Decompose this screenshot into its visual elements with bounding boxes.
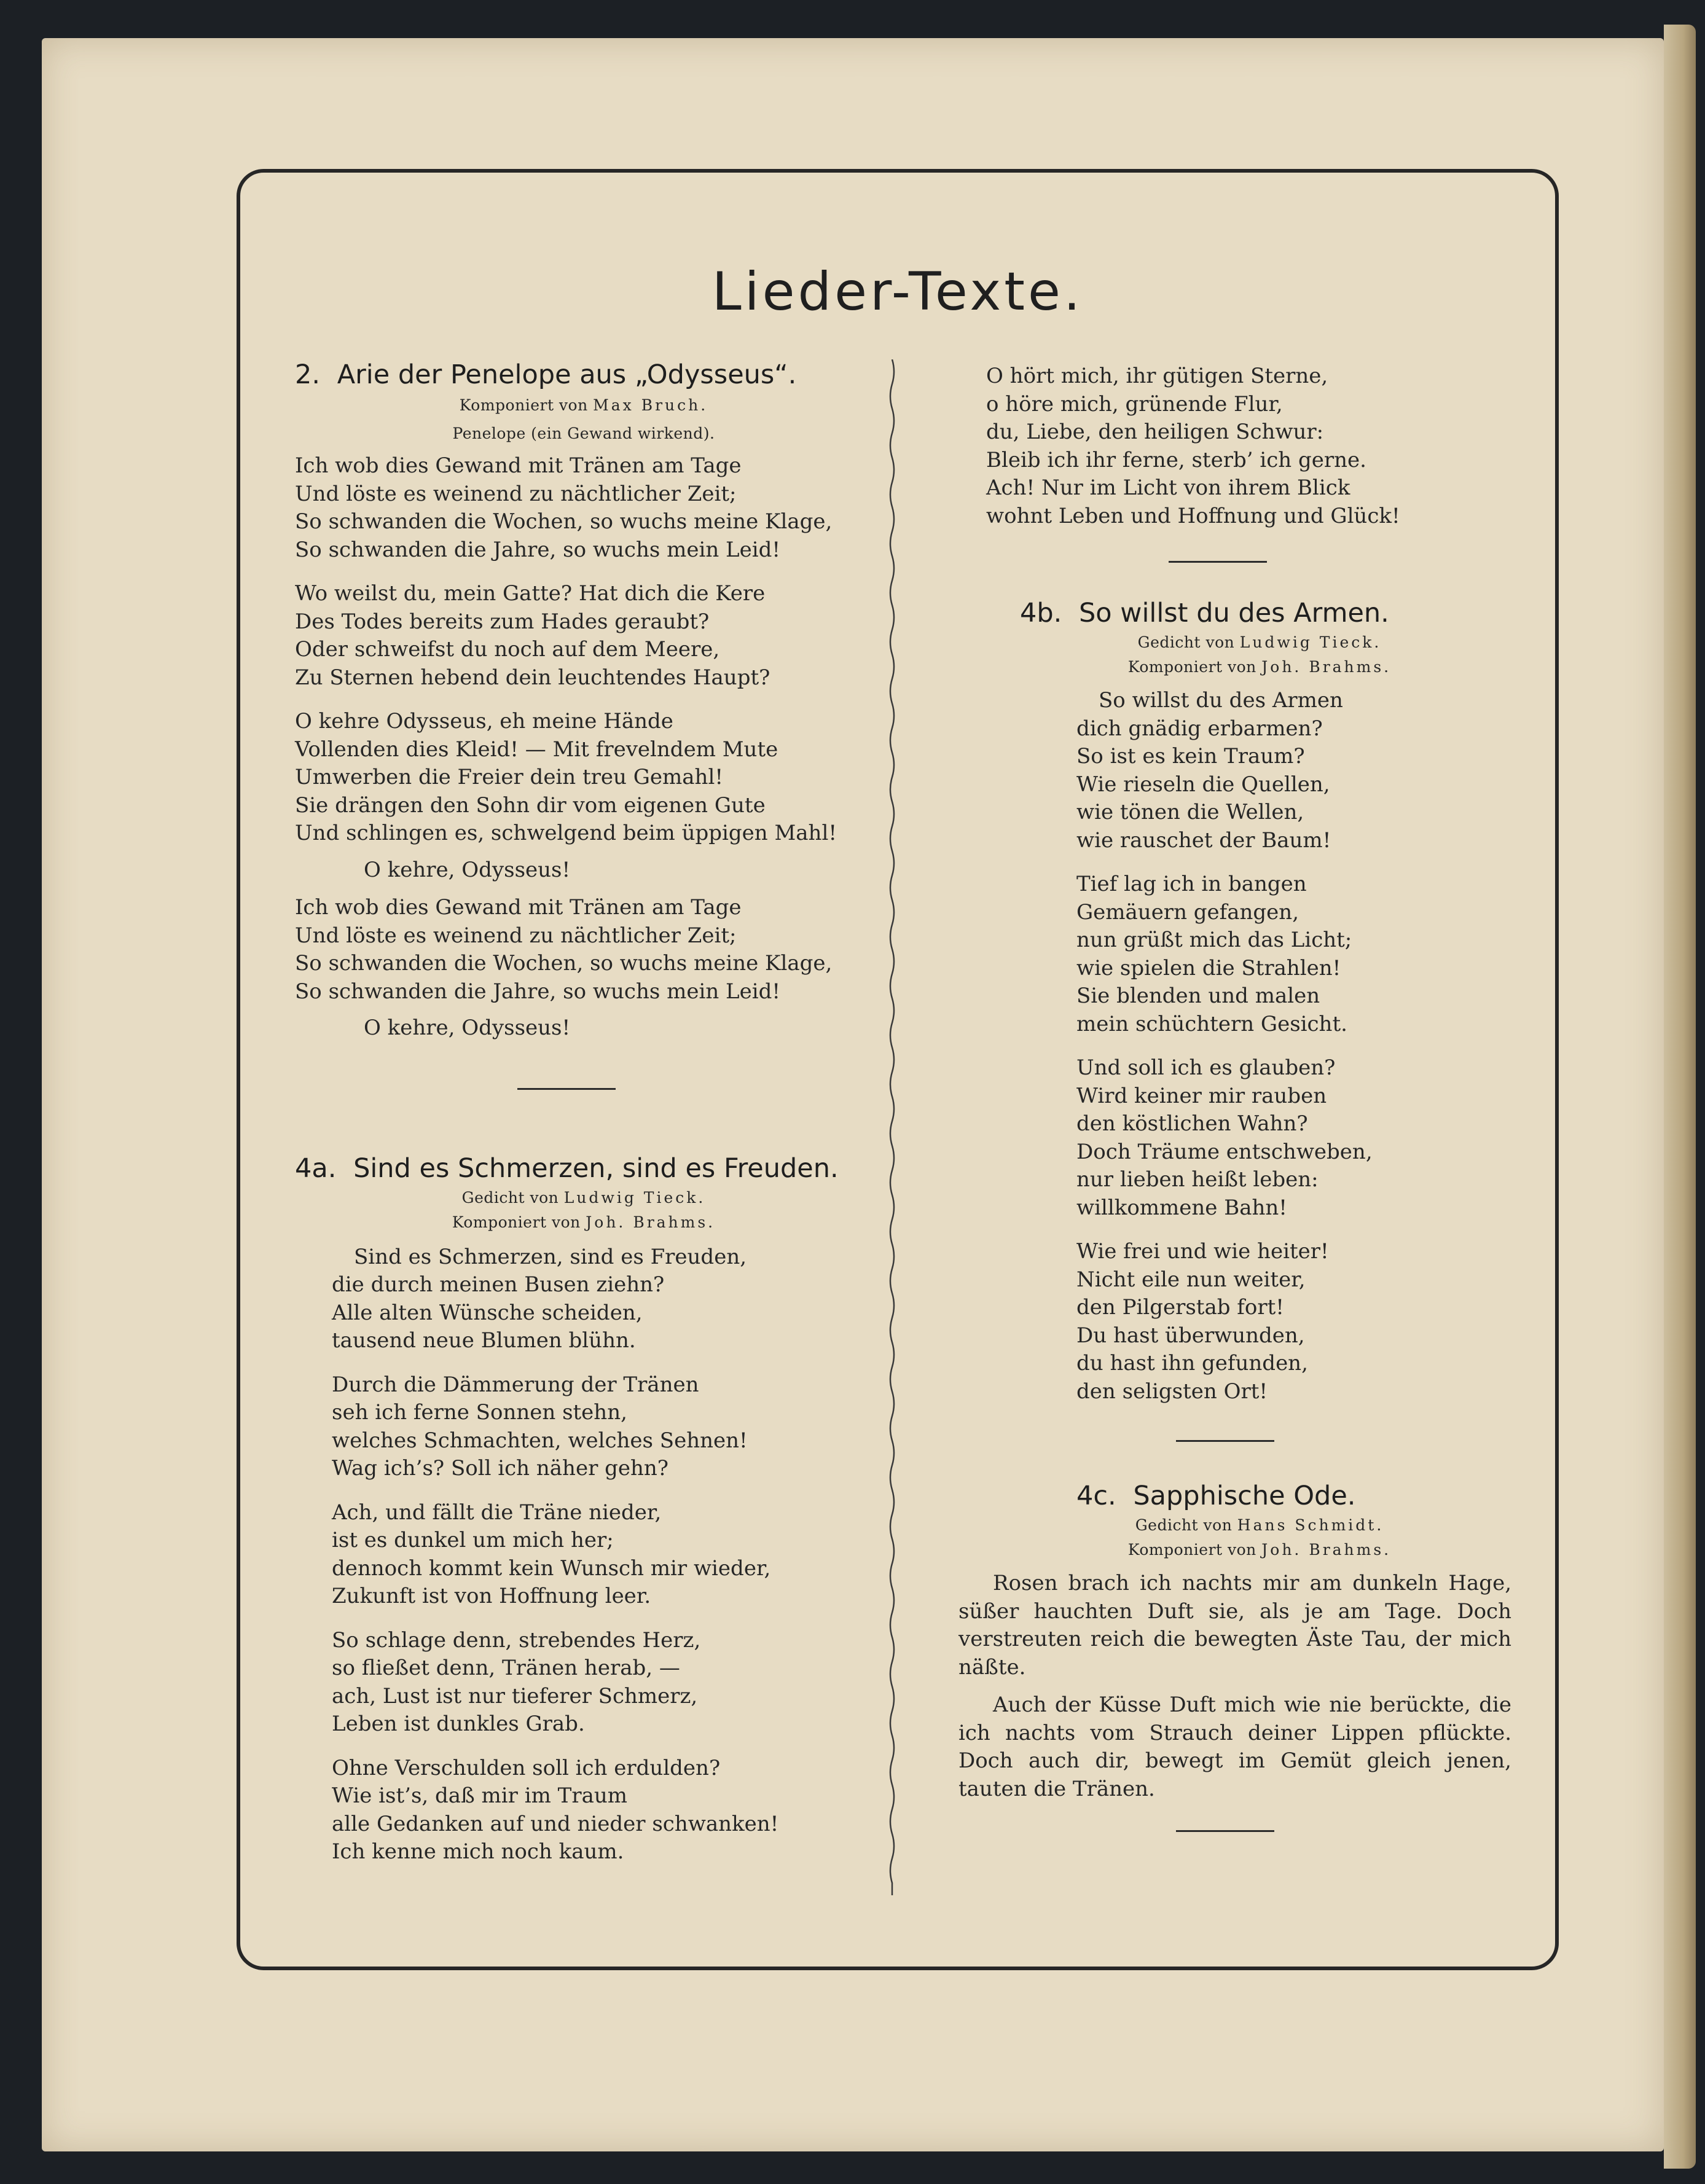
song-4b-stanza-3: Und soll ich es glauben? Wird keiner mir rauben den köstlichen Wahn? Doch Träume entschweben, nur lieben heißt leben: willkommene Bahn! [1076,1055,1373,1220]
song-4c-number: 4c. [1076,1481,1116,1511]
section-rule [1176,1440,1274,1442]
song-4a-title: Sind es Schmerzen, sind es Freuden. [353,1153,839,1184]
song-4c-poet-credit [958,1513,1511,1538]
song-4b [958,596,1511,1406]
song-4c [958,1479,1511,1803]
song-2-stanza-5: O hört mich, ihr gütigen Sterne, o höre mich, grünende Flur, du, Liebe, den heiligen Schwur: Bleib ich ihr ferne, sterb’ ich gerne. Ach! Nur im Licht von ihrem Blick wohnt Leben und Hoffnung und Glück! [986,364,1400,528]
song-4b-heading [958,596,1511,630]
song-2-stanza-4: Ich wob dies Gewand mit Tränen am Tage Und löste es weinend zu nächtlicher Zeit; So schwanden die Wochen, so wuchs meine Klage, So schwanden die Jahre, so wuchs mein Leid! [295,895,833,1004]
composer-name: Joh. Brahms. [1261,658,1392,676]
song-2 [295,358,872,1043]
left-column [295,358,872,1866]
song-4b-stanza-4: Wie frei und wie heiter! Nicht eile nun weiter, den Pilgerstab fort! Du hast überwunden, du hast ihn gefunden, den seligsten Ort! [1076,1239,1329,1404]
credit-prefix: Komponiert von [1127,658,1256,676]
credit-prefix: Gedicht von [1137,633,1235,651]
song-2-refrain-2: O kehre, Odysseus! [364,1016,571,1040]
song-4c-heading [958,1479,1511,1513]
song-4a-stanza-4: So schlage denn, strebendes Herz, so fließet denn, Tränen herab, — ach, Lust ist nur tieferer Schmerz, Leben ist dunkles Grab. [332,1627,701,1736]
section-rule [517,1088,616,1090]
song-4a-stanza-2: Durch die Dämmerung der Tränen seh ich ferne Sonnen stehn, welches Schmachten, welches Sehnen! Wag ich’s? Soll ich näher gehn? [332,1372,748,1481]
page-title: Lieder-Texte. [711,261,1084,323]
song-4c-paragraph-2: Auch der Küsse Duft mich wie nie berückte, die ich nachts vom Strauch deiner Lippen pflückte. Doch auch dir, bewegt im Gemüt gleich jenen, tauten die Tränen. [958,1693,1511,1801]
section-rule [1169,561,1267,563]
credit-prefix: Komponiert von [452,1213,581,1231]
song-4a-poet-credit [295,1186,872,1210]
composer-name: Joh. Brahms. [1261,1541,1392,1559]
column-divider [888,359,896,1895]
poet-name: Ludwig Tieck. [563,1188,706,1207]
song-4b-poet-credit [958,630,1511,655]
song-4a-heading [295,1151,872,1186]
song-2-stanza-3: O kehre Odysseus, eh meine Hände Vollenden dies Kleid! — Mit frevelndem Mute Umwerben die Freier dein treu Gemahl! Sie drängen den Sohn dir vom eigenen Gute Und schlingen es, schwelgend beim üppigen Mahl! [295,709,837,845]
right-column [958,358,1511,1832]
credit-prefix: Gedicht von [461,1188,559,1207]
binding-edge [1664,25,1696,2169]
song-4b-stanza-1: So willst du des Armen dich gnädig erbarmen? So ist es kein Traum? Wie rieseln die Quellen, wie tönen die Wellen, wie rauschet der Baum! [1076,688,1343,853]
song-4b-stanza-2: Tief lag ich in bangen Gemäuern gefangen, nun grüßt mich das Licht; wie spielen die Strahlen! Sie blenden und malen mein schüchtern Gesicht. [1076,872,1352,1036]
credit-prefix: Gedicht von [1135,1516,1233,1534]
song-2-composer-credit [295,393,872,418]
song-2-stage-direction: Penelope (ein Gewand wirkend). [452,425,715,442]
song-4a-stanza-3: Ach, und fällt die Träne nieder, ist es dunkel um mich her; dennoch kommt kein Wunsch mir wieder, Zukunft ist von Hoffnung leer. [332,1500,771,1608]
song-2-heading [295,358,872,392]
song-4a-number: 4a. [295,1153,337,1184]
song-2-stanza-2: Wo weilst du, mein Gatte? Hat dich die Kere Des Todes bereits zum Hades geraubt? Oder schweifst du noch auf dem Meere, Zu Sternen hebend dein leuchtendes Haupt? [295,581,770,690]
composer-name: Joh. Brahms. [586,1213,716,1231]
song-2-title: Arie der Penelope aus „Odysseus“. [337,359,797,390]
credit-prefix: Komponiert von [1127,1541,1256,1559]
song-4b-title: So willst du des Armen. [1079,598,1389,628]
section-rule [1176,1830,1274,1832]
song-2-stanza-1: Ich wob dies Gewand mit Tränen am Tage Und löste es weinend zu nächtlicher Zeit; So schwanden die Wochen, so wuchs meine Klage, So schwanden die Jahre, so wuchs mein Leid! [295,453,833,562]
song-4a [295,1151,872,1866]
song-4c-title: Sapphische Ode. [1133,1481,1356,1511]
composer-name: Max Bruch. [593,396,708,414]
song-4c-paragraph-1: Rosen brach ich nachts mir am dunkeln Hage, süßer hauchten Duft sie, als je am Tage. Doch verstreuten reich die bewegten Äste Tau, der mich näßte. [958,1571,1511,1680]
song-4a-composer-credit [295,1210,872,1235]
poet-name: Hans Schmidt. [1237,1516,1384,1534]
poet-name: Ludwig Tieck. [1239,633,1382,651]
song-4a-stanza-5: Ohne Verschulden soll ich erdulden? Wie ist’s, daß mir im Traum alle Gedanken auf und nieder schwanken! Ich kenne mich noch kaum. [332,1755,779,1864]
credit-prefix: Komponiert von [459,396,588,414]
song-4c-composer-credit [958,1538,1511,1562]
song-4a-stanza-1: Sind es Schmerzen, sind es Freuden, die durch meinen Busen ziehn? Alle alten Wünsche scheiden, tausend neue Blumen blühn. [332,1244,747,1353]
song-4b-number: 4b. [1020,598,1062,628]
song-4b-composer-credit [958,655,1511,679]
song-2-refrain-1: O kehre, Odysseus! [364,857,571,882]
song-2-number: 2. [295,359,321,390]
